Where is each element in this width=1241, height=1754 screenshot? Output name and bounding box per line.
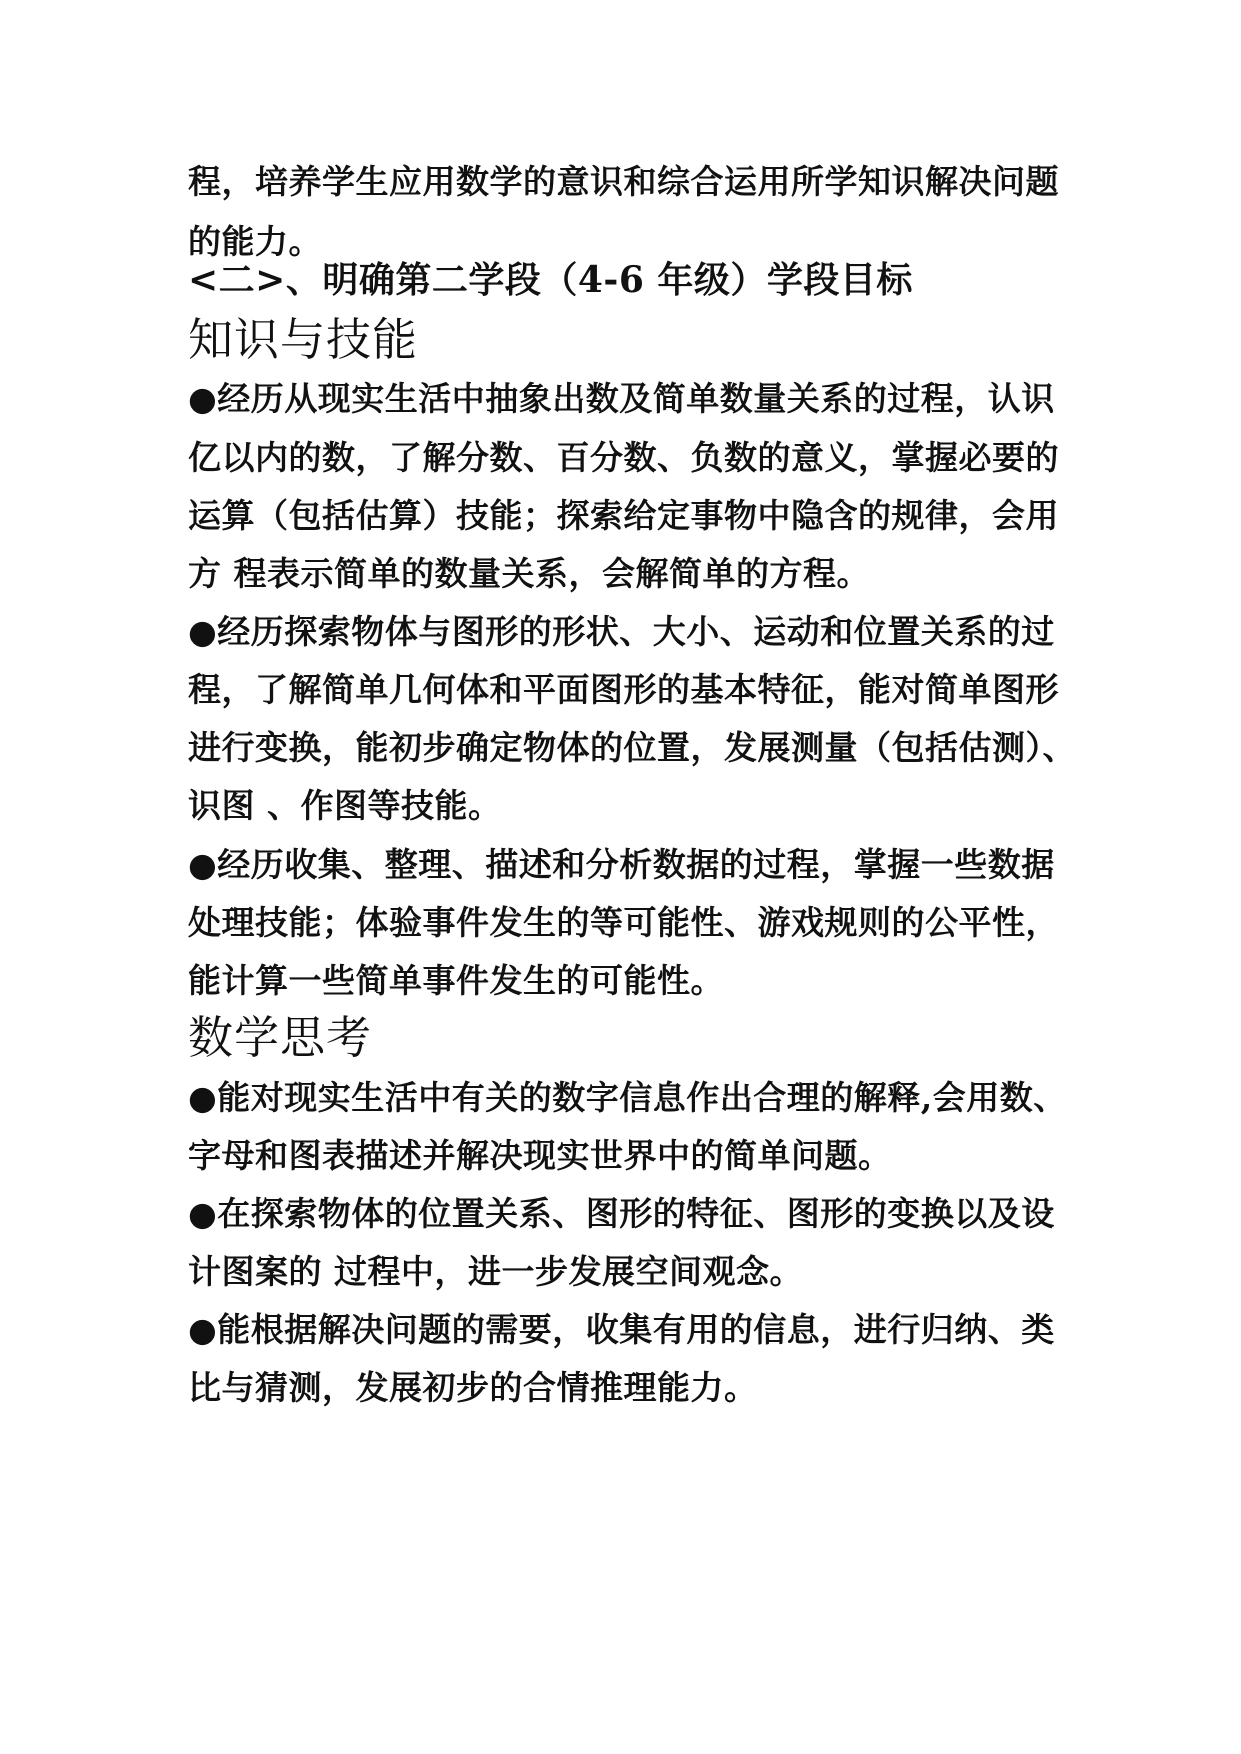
intro-line-2: 的能力。 <box>188 222 322 261</box>
knowledge-bullet2-line-3: 进行变换，能初步确定物体的位置，发展测量（包括估测）、 <box>188 728 1076 767</box>
knowledge-bullet2-line-1: ●经历探索物体与图形的形状、大小、运动和位置关系的过 <box>188 612 1055 651</box>
knowledge-bullet1-line-4: 方 程表示简单的数量关系，会解简单的方程。 <box>188 554 870 593</box>
intro-line-1: 程，培养学生应用数学的意识和综合运用所学知识解决问题 <box>188 162 1059 201</box>
thinking-bullet1-line-1: ●能对现实生活中有关的数字信息作出合理的解释,会用数、 <box>188 1078 1067 1117</box>
knowledge-bullet1-line-1: ●经历从现实生活中抽象出数及简单数量关系的过程，认识 <box>188 379 1055 418</box>
knowledge-bullet2-line-4: 识图 、作图等技能。 <box>188 786 502 825</box>
knowledge-heading: 知识与技能 <box>188 313 419 366</box>
thinking-bullet3-line-2: 比与猜测，发展初步的合情推理能力。 <box>188 1368 758 1407</box>
knowledge-bullet1-line-2: 亿以内的数，了解分数、百分数、负数的意义，掌握必要的 <box>188 438 1059 477</box>
knowledge-bullet3-line-3: 能计算一些简单事件发生的可能性。 <box>188 961 724 1000</box>
knowledge-bullet2-line-2: 程，了解简单几何体和平面图形的基本特征，能对简单图形 <box>188 670 1059 709</box>
thinking-bullet1-line-2: 字母和图表描述并解决现实世界中的简单问题。 <box>188 1136 892 1175</box>
section-title: <二>、明确第二学段（4-6 年级）学段目标 <box>188 259 913 301</box>
thinking-bullet2-line-2: 计图案的 过程中，进一步发展空间观念。 <box>188 1252 803 1291</box>
knowledge-bullet3-line-2: 处理技能；体验事件发生的等可能性、游戏规则的公平性， <box>188 903 1059 942</box>
knowledge-bullet1-line-3: 运算（包括估算）技能；探索给定事物中隐含的规律，会用 <box>188 496 1059 535</box>
thinking-bullet2-line-1: ●在探索物体的位置关系、图形的特征、图形的变换以及设 <box>188 1194 1055 1233</box>
thinking-heading: 数学思考 <box>188 1011 373 1064</box>
thinking-bullet3-line-1: ●能根据解决问题的需要，收集有用的信息，进行归纳、类 <box>188 1310 1055 1349</box>
knowledge-bullet3-line-1: ●经历收集、整理、描述和分析数据的过程，掌握一些数据 <box>188 845 1055 884</box>
